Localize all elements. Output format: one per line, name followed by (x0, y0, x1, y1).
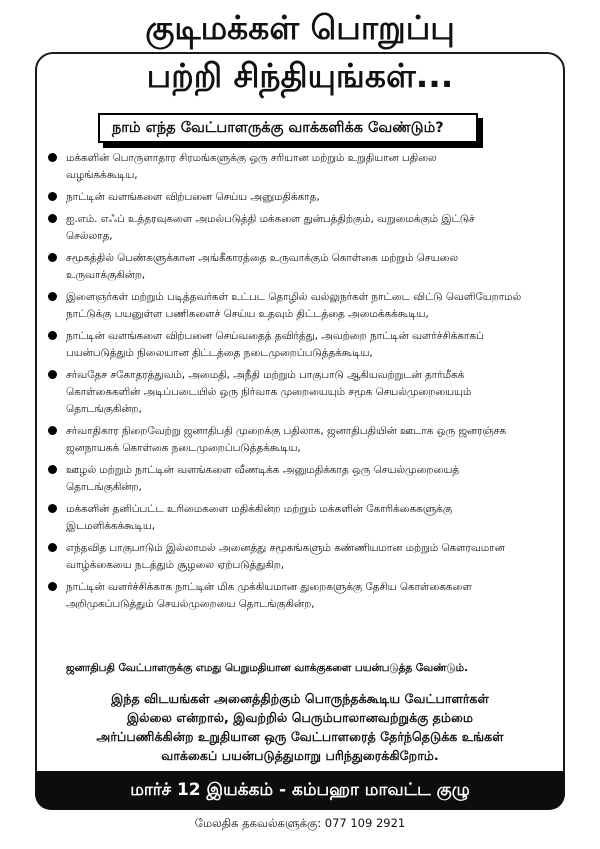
bullet-icon (48, 582, 57, 591)
list-item-text: சர்வாதிகார நிறைவேற்று ஜனாதிபதி முறைக்கு பதிலாக, ஜனாதிபதியின் ஊடாக ஒரு ஜனரஞ்சக (66, 425, 507, 437)
list-item-text: ஜனநாயகக் கொள்கை நடைமுறைப்படுத்தக்கூடிய, (66, 442, 301, 454)
list-item-text: கொள்கைகளின் அடிப்படையில் ஒரு நிர்வாக முறையையும் சமூக செயல்முறையையும் (66, 386, 472, 398)
list-item-text: பயன்படுத்தும் நிலையான திட்டத்தை நடைமுறைப்படுத்தக்கூடிய, (66, 347, 373, 359)
list-item-text: இளைஞர்கள் மற்றும் படித்தவர்கள் உட்பட தொழில் வல்லுநர்கள் நாட்டை விட்டு வெளியேறாமல் (66, 291, 522, 303)
list-item-text: ஊழல் மற்றும் நாட்டின் வளங்களை வீணடிக்க அனுமதிக்காத ஒரு செயல்முறையைத் (66, 464, 460, 476)
list-item (48, 462, 556, 496)
list-item-text: சமூகத்தில் பெண்களுக்கான அங்கீகாரத்தை உருவாக்கும் கொள்கை மற்றும் செயலை (66, 252, 458, 264)
list-item (48, 501, 556, 535)
list-item-text: நாட்டின் வளர்ச்சிக்காக நாட்டின் மிக முக்கியமான துறைகளுக்கு தேசிய கொள்கைகளை (66, 581, 472, 593)
page-title-line-1 (0, 8, 600, 48)
bullet-icon (48, 504, 57, 513)
list-item-text: இடமளிக்கக்கூடிய, (66, 520, 156, 532)
list-item-text: வாழ்க்கையை நடத்தும் சூழலை ஏற்படுத்துகிற, (66, 559, 285, 571)
list-item-text: நாட்டின் வளங்களை விற்பனை செய்ய அனுமதிக்காத, (66, 191, 320, 203)
bullet-icon (48, 253, 57, 262)
list-item-text: மக்களின் தனிப்பட்ட உரிமைகளை மதிக்கின்ற மற்றும் மக்களின் கோரிக்கைகளுக்கு (66, 503, 452, 515)
bullet-icon (48, 465, 57, 474)
list-item-text: சர்வதேச சகோதரத்துவம், அமைதி, அநீதி மற்றும் பாகுபாடு ஆகியவற்றுடன் தார்மீகக் (66, 369, 465, 381)
list-item (48, 211, 556, 245)
bullet-icon (48, 543, 57, 552)
paragraph-line: அர்ப்பணிக்கின்ற உறுதியான ஒரு வேட்பாளரைத் தேர்ந்தெடுக்க உங்கள் (96, 729, 504, 744)
list-item-text: உருவாக்குகின்ற, (66, 269, 146, 281)
list-item (48, 579, 556, 613)
list-item-text: மக்களின் பொருளாதார சிரமங்களுக்கு ஒரு சரியான மற்றும் உறுதியான பதிலை (66, 152, 437, 164)
bullet-icon (48, 153, 57, 162)
bullet-icon (48, 192, 57, 201)
list-item-text: நாட்டுக்கு பயனுள்ள பணிகளைச் செய்ய உதவும் திட்டத்தை அமைக்கக்கூடிய, (66, 308, 429, 320)
list-item-text: செல்லாத, (66, 230, 113, 242)
list-item-text: அறிமுகப்படுத்தும் செயல்முறையை தொடங்குகின்ற, (66, 598, 315, 610)
list-item-text: எந்தவித பாகுபாடும் இல்லாமல் அனைத்து சமூகங்களும் கண்ணியமான மற்றும் கௌரவமான (66, 542, 505, 554)
list-item-text: தொடங்குகின்ற, (66, 481, 142, 493)
list-item (48, 540, 556, 574)
criteria-list (48, 150, 556, 618)
list-item-text: தொடங்குகின்ற, (66, 403, 142, 415)
list-item (48, 328, 556, 362)
contact-info: மேலதிக தகவல்களுக்கு: 077 109 2921 (194, 816, 406, 830)
bullet-icon (48, 426, 57, 435)
bullet-icon (48, 370, 57, 379)
paragraph-line: வாக்கைப் பயன்படுத்துமாறு பரிந்துரைக்கிறோம். (161, 748, 439, 763)
list-item-text: நாட்டின் வளங்களை விற்பனை செய்வதைத் தவிர்த்து, அவற்றை நாட்டின் வளர்ச்சிக்காகப் (66, 330, 484, 342)
list-item-text: ஐ.எம். எஃப் உத்தரவுகளை அமல்படுத்தி மக்களை துன்பத்திற்கும், வறுமைக்கும் இட்டுச் (66, 213, 475, 225)
list-item (48, 250, 556, 284)
question-heading: நாம் எந்த வேட்பாளருக்கு வாக்களிக்க வேண்டும்? (98, 113, 478, 143)
list-item (48, 150, 556, 184)
list-item (48, 423, 556, 457)
page-title-line-2: பற்றி சிந்தியுங்கள்... (146, 56, 454, 95)
list-item (48, 189, 556, 206)
paragraph-line: இந்த விடயங்கள் அனைத்திற்கும் பொருந்தக்கூடிய வேட்பாளர்கள் (111, 691, 489, 706)
page-title-line-1-text: குடிமக்கள் பொறுப்பு (131, 8, 469, 47)
list-item (48, 367, 556, 418)
footer-banner: மார்ச் 12 இயக்கம் - கம்பஹா மாவட்ட குழு (35, 771, 565, 810)
list-item-text: வழங்கக்கூடிய, (66, 169, 138, 181)
list-item (48, 289, 556, 323)
bullet-icon (48, 292, 57, 301)
instruction-text: ஜனாதிபதி வேட்பாளருக்கு எமது பெறுமதியான வாக்குகளை பயன்படுத்த வேண்டும். (66, 662, 468, 674)
paragraph-line: இல்லை என்றால், இவற்றில் பெரும்பாலானவற்றுக்கு தம்மை (126, 710, 474, 725)
recommendation-paragraph (40, 689, 560, 765)
bullet-icon (48, 331, 57, 340)
bullet-icon (48, 214, 57, 223)
